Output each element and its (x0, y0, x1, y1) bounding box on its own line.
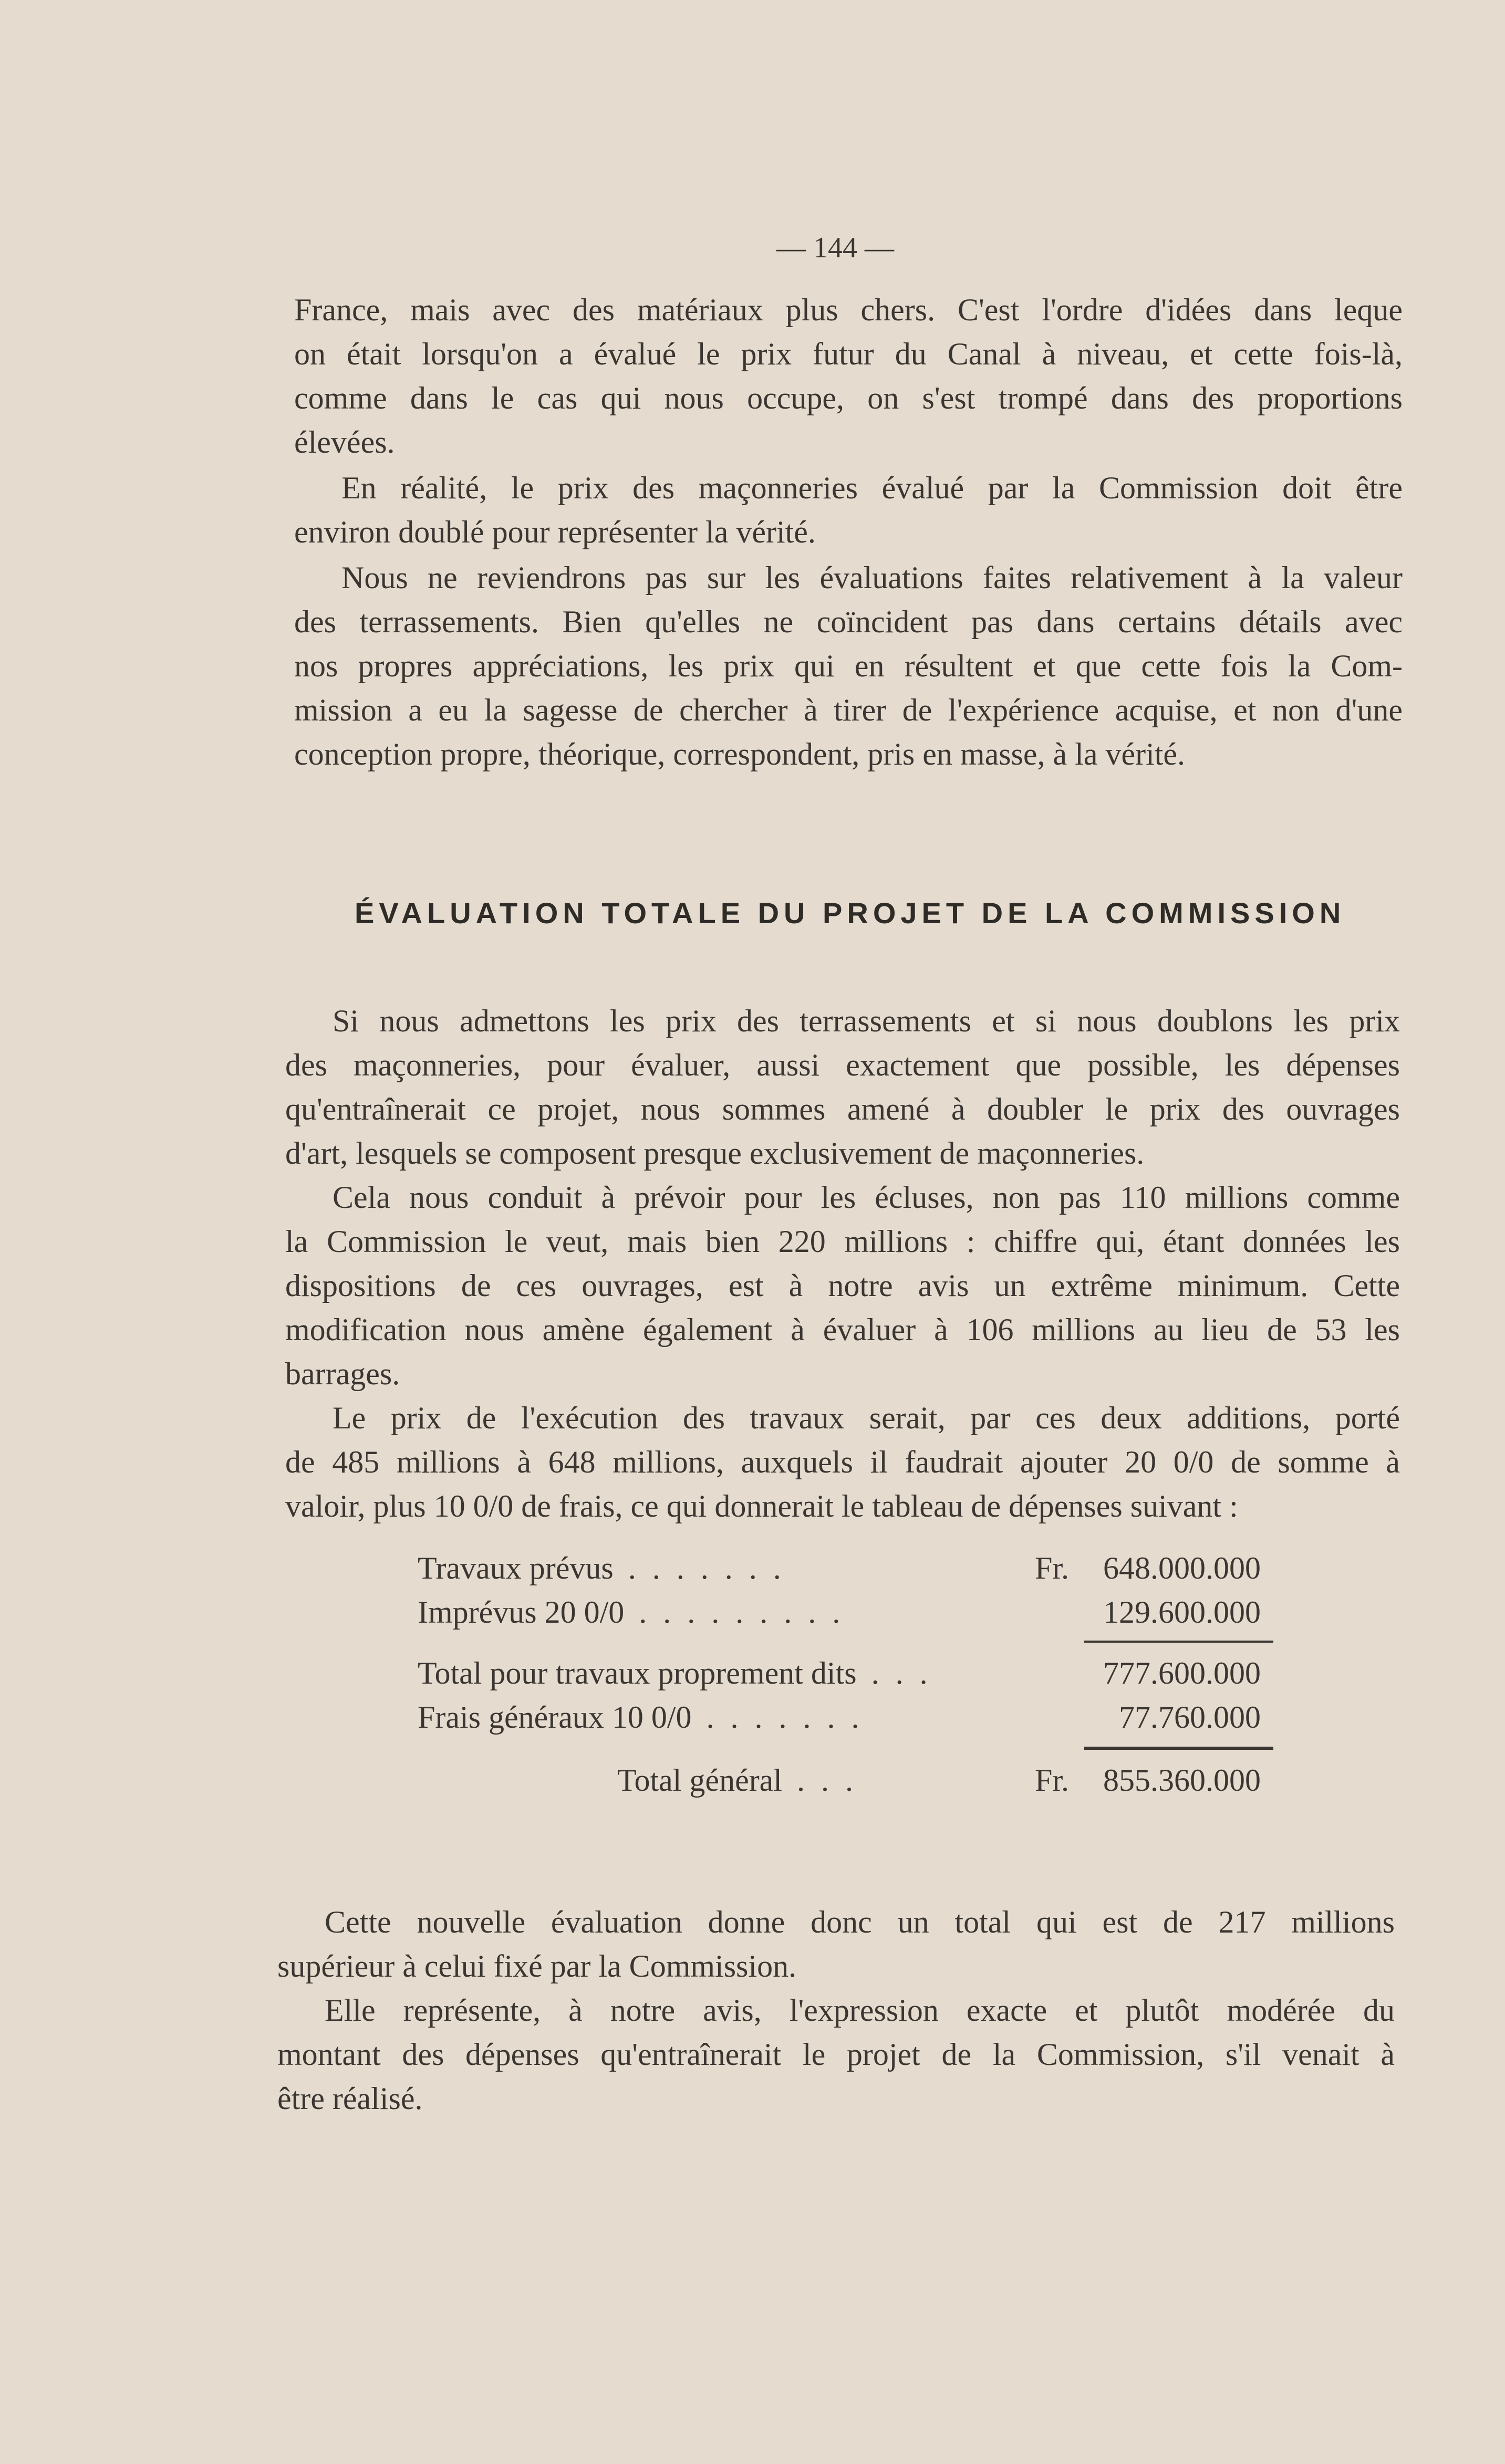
text-line: Nous ne reviendrons pas sur les évaluations faites relativement à la valeur (341, 560, 1403, 595)
text-line: élevées. (294, 425, 395, 460)
leader-dots: . . . . . . . . . (639, 1595, 845, 1630)
text-line: France, mais avec des matériaux plus chers. C'est l'ordre d'idées dans leque (294, 293, 1403, 327)
text-line: Cette nouvelle évaluation donne donc un total qui est de 217 millions (325, 1905, 1395, 1939)
page-number: — 144 — (776, 232, 894, 264)
section-intro (294, 288, 1403, 776)
text-line: dispositions de ces ouvrages, est à notre avis un extrême minimum. Cette (285, 1268, 1400, 1303)
text-line: En réalité, le prix des maçonneries évalué par la Commission doit être (341, 471, 1403, 505)
text-line: conception propre, théorique, correspondent, pris en masse, à la vérité. (294, 737, 1186, 771)
section-evaluation (285, 999, 1400, 1528)
section-heading: ÉVALUATION TOTALE DU PROJET DE LA COMMISSION (355, 896, 1346, 930)
text-line: Si nous admettons les prix des terrassements et si nous doublons les prix (333, 1004, 1400, 1038)
leader-dots: . . . . . . . (628, 1551, 785, 1585)
paragraph (277, 1900, 1395, 1988)
leader-dots: . . . (796, 1763, 857, 1798)
row-amount: 855.360.000 (1103, 1763, 1261, 1798)
text-line: montant des dépenses qu'entraînerait le projet de la Commission, s'il venait à (277, 2037, 1395, 2072)
section-conclusion (277, 1900, 1395, 2121)
text-line: Cela nous conduit à prévoir pour les écluses, non pas 110 millions comme (333, 1180, 1400, 1215)
paragraph (294, 556, 1403, 776)
text-line: supérieur à celui fixé par la Commission. (277, 1949, 797, 1983)
text-line: on était lorsqu'on a évalué le prix futur du Canal à niveau, et cette fois-là, (294, 337, 1403, 371)
text-line: de 485 millions à 648 millions, auxquels il faudrait ajouter 20 0/0 de somme à (285, 1445, 1400, 1479)
text-line: environ doublé pour représenter la vérité. (294, 515, 816, 549)
row-amount: 648.000.000 (1103, 1551, 1261, 1585)
row-label: Total pour travaux proprement dits (418, 1656, 857, 1690)
row-amount: 77.760.000 (1119, 1700, 1261, 1735)
currency: Fr. (1035, 1551, 1070, 1585)
row-label: Imprévus 20 0/0 (418, 1595, 625, 1630)
paragraph (294, 466, 1403, 554)
text-line: comme dans le cas qui nous occupe, on s'est trompé dans des proportions (294, 381, 1403, 415)
paragraph (285, 999, 1400, 1175)
text-line: être réalisé. (277, 2081, 423, 2116)
leader-dots: . . . . . . . (706, 1700, 864, 1735)
text-line: Elle représente, à notre avis, l'expression exacte et plutôt modérée du (325, 1993, 1395, 2028)
currency: Fr. (1035, 1763, 1070, 1798)
text-line: nos propres appréciations, les prix qui en résultent et que cette fois la Com- (294, 649, 1403, 683)
text-line: modification nous amène également à évaluer à 106 millions au lieu de 53 les (285, 1312, 1400, 1347)
row-amount: 129.600.000 (1103, 1595, 1261, 1630)
table-rule-total (1084, 1747, 1273, 1750)
text-line: d'art, lesquels se composent presque exclusivement de maçonneries. (285, 1136, 1145, 1171)
text-line: mission a eu la sagesse de chercher à tirer de l'expérience acquise, et non d'une (294, 693, 1403, 727)
leader-dots: . . . (871, 1656, 932, 1690)
paragraph (277, 1988, 1395, 2121)
text-line: la Commission le veut, mais bien 220 millions : chiffre qui, étant données les (285, 1224, 1400, 1259)
text-line: valoir, plus 10 0/0 de frais, ce qui donnerait le tableau de dépenses suivant : (285, 1489, 1238, 1523)
table-rule (1084, 1641, 1273, 1643)
paragraph (285, 1175, 1400, 1396)
row-label: Total général (617, 1763, 782, 1798)
table-row (418, 1546, 1261, 1590)
table-row (418, 1695, 1261, 1739)
text-line: qu'entraînerait ce projet, nous sommes amené à doubler le prix des ouvrages (285, 1092, 1400, 1126)
row-label: Frais généraux 10 0/0 (418, 1700, 692, 1735)
text-line: des terrassements. Bien qu'elles ne coïncident pas dans certains détails avec (294, 604, 1403, 639)
table-row (418, 1590, 1261, 1634)
text-line: des maçonneries, pour évaluer, aussi exactement que possible, les dépenses (285, 1048, 1400, 1082)
row-amount: 777.600.000 (1103, 1656, 1261, 1690)
paragraph (285, 1396, 1400, 1528)
table-row (418, 1651, 1261, 1695)
row-label: Travaux prévus (418, 1551, 614, 1585)
paragraph (294, 288, 1403, 464)
table-row (418, 1758, 1261, 1802)
text-line: barrages. (285, 1356, 400, 1391)
text-line: Le prix de l'exécution des travaux serait, par ces deux additions, porté (333, 1401, 1400, 1435)
